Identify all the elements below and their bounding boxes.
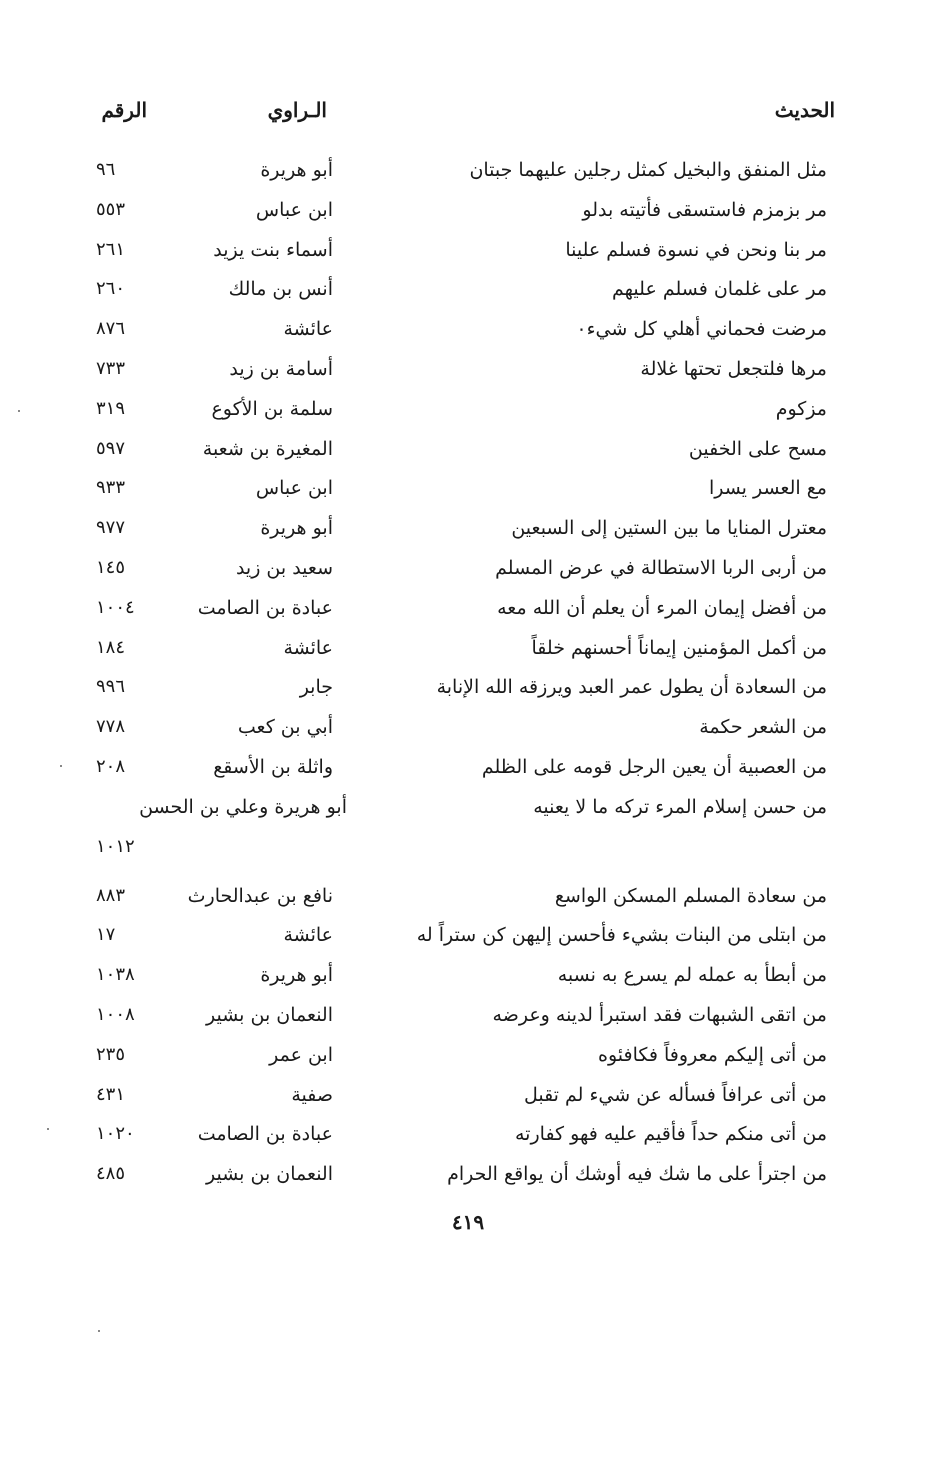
narrator: عبادة بن الصامت — [197, 1123, 333, 1146]
hadith-text: من العصبية أن يعين الرجل قومه على الظلم — [481, 755, 827, 778]
hadith-number: ٢٦٠ — [96, 278, 126, 300]
scan-speck — [60, 765, 62, 767]
hadith-text: من أكمل المؤمنين إيماناً أحسنهم خلقاً — [531, 636, 827, 659]
narrator: عائشة — [283, 318, 333, 341]
table-header — [90, 98, 835, 134]
table-row — [90, 1077, 835, 1117]
hadith-text: من حسن إسلام المرء تركه ما لا يعنيه — [533, 795, 827, 818]
hadith-number: ٤٣١ — [96, 1083, 126, 1105]
hadith-number: ٢٣٥ — [96, 1043, 126, 1065]
hadith-text: من أفضل إيمان المرء أن يعلم أن الله معه — [497, 596, 827, 619]
hadith-number: ٧٧٨ — [96, 716, 126, 738]
narrator: ابن عباس — [255, 198, 333, 221]
hadith-number: ٥٩٧ — [96, 437, 126, 459]
header-narrator: الـراوي — [267, 98, 327, 122]
table-row — [90, 351, 835, 391]
table-row — [90, 152, 835, 192]
hadith-text: مر بنا ونحن في نسوة فسلم علينا — [565, 238, 827, 261]
hadith-index-table — [90, 152, 835, 1196]
hadith-number: ١٠٠٨ — [96, 1003, 135, 1025]
hadith-text: مرضت فحماني أهلي كل شيء٠ — [576, 318, 827, 341]
narrator: أبو هريرة وعلي بن الحسن — [139, 795, 347, 818]
narrator: أبو هريرة — [260, 517, 333, 540]
narrator: أنس بن مالك — [228, 278, 333, 301]
table-row — [90, 917, 835, 957]
hadith-number: ٢٦١ — [96, 238, 126, 260]
scan-speck — [18, 410, 20, 412]
hadith-text: مرها فلتجعل تحتها غلالة — [640, 357, 827, 380]
narrator: ابن عمر — [269, 1043, 333, 1066]
table-row — [90, 470, 835, 510]
narrator: واثلة بن الأسقع — [213, 755, 333, 778]
hadith-text: من أبطأ به عمله لم يسرع به نسبه — [557, 964, 827, 987]
table-row — [90, 271, 835, 311]
hadith-number: ٨٧٦ — [96, 318, 126, 340]
hadith-text: من أتى عرافاً فسأله عن شيء لم تقبل — [523, 1083, 827, 1106]
narrator: عائشة — [283, 924, 333, 947]
table-row — [90, 789, 835, 829]
hadith-number: ٩٩٦ — [96, 676, 126, 698]
hadith-number: ٥٥٣ — [96, 198, 126, 220]
table-row — [90, 957, 835, 997]
narrator: أسامة بن زيد — [229, 357, 333, 380]
hadith-number: ١٤٥ — [96, 556, 126, 578]
hadith-text: من الشعر حكمة — [699, 716, 827, 739]
hadith-number: ٩٦ — [96, 159, 116, 180]
table-row — [90, 431, 835, 471]
hadith-text: من أتى منكم حداً فأقيم عليه فهو كفارته — [515, 1123, 827, 1146]
table-row — [90, 311, 835, 351]
hadith-text: معترل المنايا ما بين الستين إلى السبعين — [511, 517, 827, 540]
table-row — [90, 1037, 835, 1077]
hadith-number: ١٠٣٨ — [96, 964, 135, 986]
hadith-number: ٨٨٣ — [96, 884, 126, 906]
hadith-number: ١٠٠٤ — [96, 596, 135, 618]
hadith-number: ١٠٢٠ — [96, 1123, 135, 1145]
hadith-text: مثل المنفق والبخيل كمثل رجلين عليهما جبتان — [469, 159, 827, 181]
narrator: أبو هريرة — [260, 964, 333, 987]
narrator: صفية — [291, 1083, 333, 1106]
table-row — [90, 630, 835, 670]
scan-speck — [98, 1330, 100, 1332]
narrator: عبادة بن الصامت — [197, 596, 333, 619]
hadith-number: ٣١٩ — [96, 397, 126, 419]
table-row — [90, 1156, 835, 1196]
hadith-text: مر على غلمان فسلم عليهم — [612, 278, 827, 301]
hadith-text: من ابتلى من البنات بشيء فأحسن إليهن كن ستراً له — [416, 924, 827, 947]
header-number: الرقم — [101, 98, 147, 122]
hadith-text: مر بزمزم فاستسقى فأتيته بدلو — [582, 198, 827, 221]
table-row — [90, 749, 835, 789]
hadith-text: من اجترأ على ما شك فيه أوشك أن يواقع الحرام — [447, 1163, 827, 1186]
hadith-text: من أتى إليكم معروفاً فكافئوه — [598, 1043, 827, 1066]
table-row — [90, 829, 835, 878]
narrator: أبو هريرة — [260, 159, 333, 181]
hadith-text: من أربى الربا الاستطالة في عرض المسلم — [495, 556, 827, 579]
hadith-text: مسح على الخفين — [688, 437, 827, 460]
hadith-number: ٧٣٣ — [96, 357, 126, 379]
table-row — [90, 1116, 835, 1156]
narrator: سعيد بن زيد — [235, 556, 333, 579]
hadith-text: من اتقى الشبهات فقد استبرأ لدينه وعرضه — [492, 1003, 827, 1026]
table-row — [90, 878, 835, 918]
hadith-number: ٢٠٨ — [96, 755, 126, 777]
hadith-number: ١٠١٢ — [96, 835, 135, 857]
hadith-text: من سعادة المسلم المسكن الواسع — [554, 884, 827, 907]
table-row — [90, 709, 835, 749]
hadith-number: ١٨٤ — [96, 636, 126, 658]
narrator: سلمة بن الأكوع — [211, 397, 333, 420]
header-hadith: الحديث — [774, 98, 835, 122]
page-number: ٤١٩ — [451, 1210, 485, 1234]
table-row — [90, 391, 835, 431]
narrator: أبي بن كعب — [237, 716, 333, 739]
hadith-number: ٤٨٥ — [96, 1163, 126, 1185]
narrator: جابر — [299, 676, 333, 699]
narrator: المغيرة بن شعبة — [202, 437, 333, 460]
table-row — [90, 669, 835, 709]
hadith-number: ١٧ — [96, 924, 116, 946]
hadith-text: مع العسر يسرا — [708, 477, 827, 500]
table-row — [90, 232, 835, 272]
scan-speck — [47, 1128, 49, 1130]
narrator: النعمان بن بشير — [206, 1003, 333, 1026]
narrator: ابن عباس — [255, 477, 333, 500]
narrator: أسماء بنت يزيد — [213, 238, 333, 261]
table-row — [90, 550, 835, 590]
narrator: نافع بن عبدالحارث — [187, 884, 333, 907]
hadith-number: ٩٣٣ — [96, 477, 126, 499]
hadith-text: مزكوم — [775, 397, 827, 420]
hadith-number: ٩٧٧ — [96, 517, 126, 539]
table-row — [90, 997, 835, 1037]
narrator: عائشة — [283, 636, 333, 659]
narrator: النعمان بن بشير — [206, 1163, 333, 1186]
table-row — [90, 192, 835, 232]
hadith-text: من السعادة أن يطول عمر العبد ويرزقه الله الإنابة — [436, 676, 827, 699]
table-row — [90, 510, 835, 550]
table-row — [90, 590, 835, 630]
